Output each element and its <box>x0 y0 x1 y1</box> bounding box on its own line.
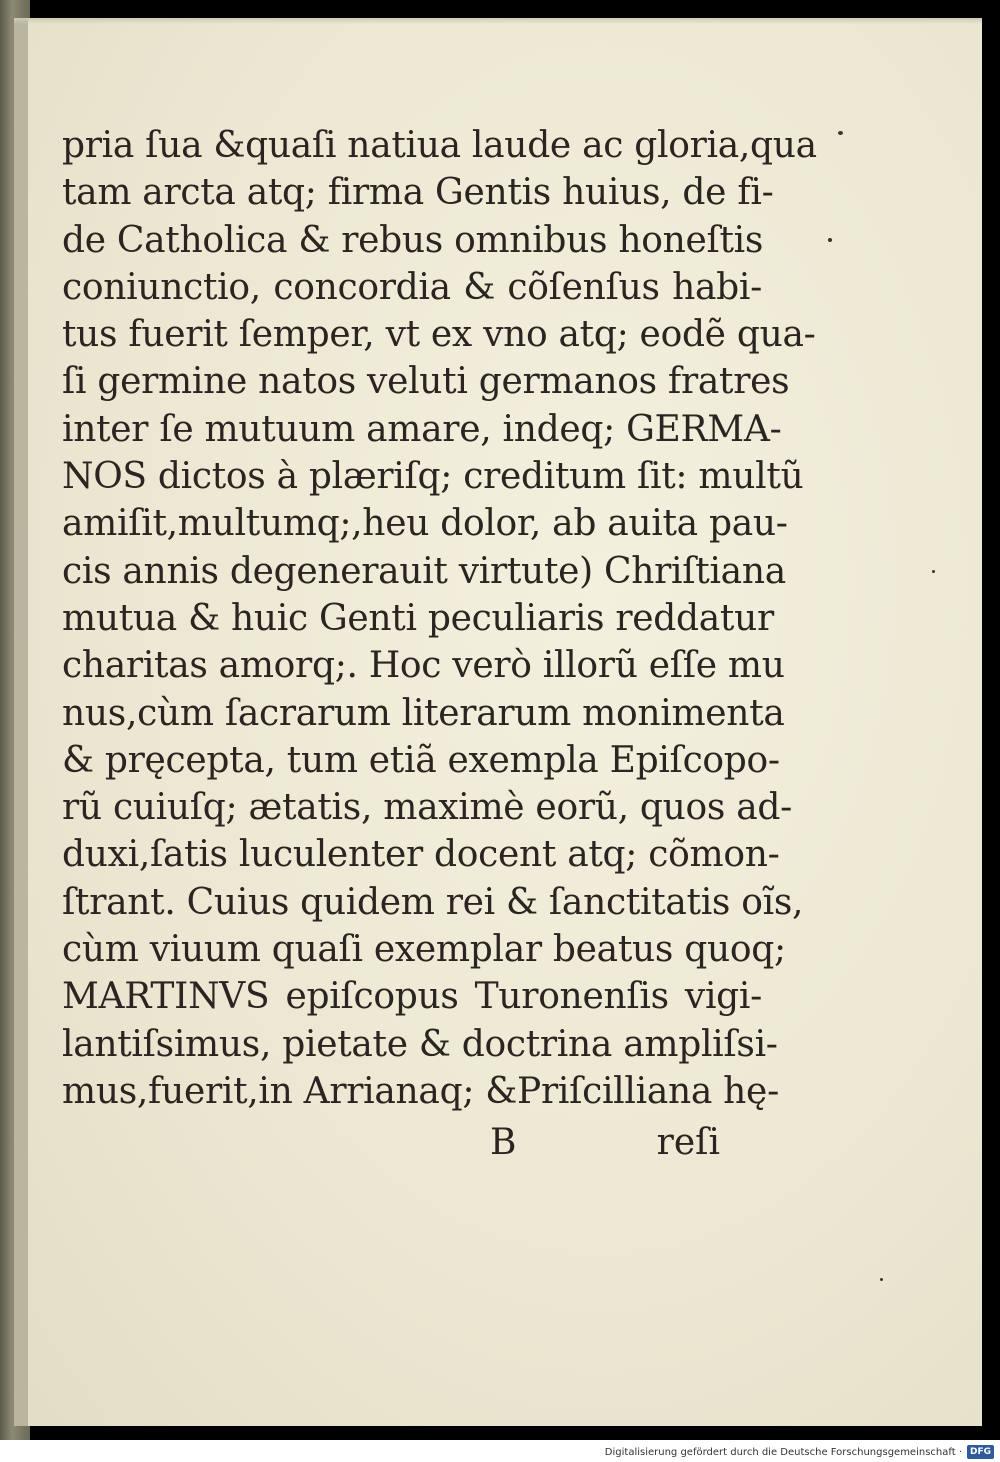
text-line: lantiſsimus, pietate & doctrina ampliſsi- <box>62 1023 778 1065</box>
dfg-logo: DFG <box>967 1445 994 1459</box>
text-line: amiſit,multumq;,heu dolor, ab auita pau- <box>62 503 788 545</box>
text-line: NOS dictos à plæriſq; creditum ſit: multũ <box>62 456 804 498</box>
ink-speck <box>932 570 935 573</box>
text-line: MARTINVS epiſcopus Turonenſis vigi- <box>62 976 762 1018</box>
ink-speck <box>838 131 843 135</box>
text-line: cùm viuum quaſi exemplar beatus quoq; <box>62 929 786 971</box>
text-line: nus,cùm ſacrarum literarum monimenta <box>62 692 785 734</box>
text-line: de Catholica & rebus omnibus honeſtis <box>62 219 764 261</box>
funding-credit: Digitalisierung gefördert durch die Deutsche Forschungsgemeinschaft · <box>604 1447 962 1458</box>
text-line: & pręcepta, tum etiã exempla Epiſcopo- <box>62 739 780 781</box>
text-line: duxi,ſatis luculenter docent atq; cõmon- <box>62 834 780 876</box>
text-line: coniunctio, concordia & cõſenſus habi- <box>62 266 762 308</box>
text-line: tam arcta atq; firma Gentis huius, de fi- <box>62 172 774 214</box>
text-line: ſtrant. Cuius quidem rei & ſanctitatis oĩs, <box>62 881 804 923</box>
text-line: cis annis degenerauit virtute) Chriſtiana <box>62 550 786 592</box>
text-line: pria ſua &quaſi natiua laude ac gloria,qua <box>62 125 817 166</box>
text-line: rũ cuiuſq; ætatis, maximè eorũ, quos ad- <box>62 787 792 829</box>
text-line: inter ſe mutuum amare, indeq; GERMA- <box>62 408 782 450</box>
ink-speck <box>880 1278 883 1281</box>
footer-bar <box>0 1440 1000 1462</box>
body-text <box>62 122 817 1115</box>
ink-speck <box>828 238 832 242</box>
text-line: ſi germine natos veluti germanos fratres <box>62 361 790 403</box>
text-line: mus,fuerit,in Arrianaq; &Priſcilliana hę- <box>62 1070 779 1112</box>
text-line: mutua & huic Genti peculiaris reddatur <box>62 597 774 639</box>
text-line: charitas amorq;. Hoc verò illorũ eſſe mu <box>62 645 785 687</box>
page-edge-shadow <box>14 18 982 24</box>
signature-mark: B <box>490 1122 517 1163</box>
text-line: tus fuerit ſemper, vt ex vno atq; eodẽ qua- <box>62 314 816 356</box>
page-foot <box>490 1122 720 1170</box>
catchword: reſi <box>656 1122 720 1163</box>
